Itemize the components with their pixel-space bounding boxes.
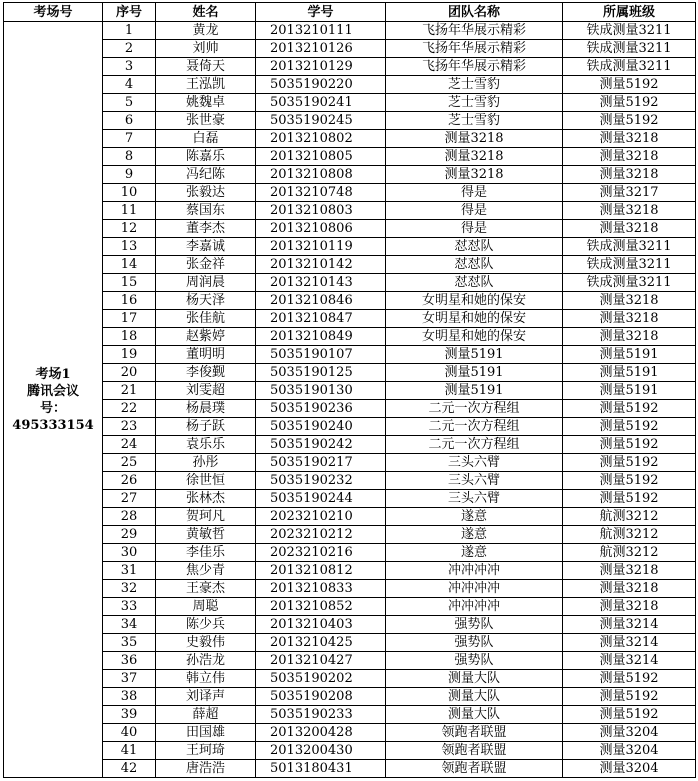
student-id-cell[interactable]: 5013180431 — [256, 760, 386, 778]
class-cell[interactable]: 测量5192 — [563, 418, 696, 436]
seq-cell[interactable]: 30 — [103, 544, 156, 562]
class-cell[interactable]: 测量5191 — [563, 346, 696, 364]
student-id-cell[interactable]: 2013210808 — [256, 166, 386, 184]
table-row — [4, 598, 696, 616]
table-row — [4, 400, 696, 418]
seq-cell[interactable]: 41 — [103, 742, 156, 760]
seq-cell[interactable]: 24 — [103, 436, 156, 454]
student-id-cell[interactable]: 5035190217 — [256, 454, 386, 472]
header-exam-room[interactable]: 考场号 — [4, 3, 103, 22]
class-cell[interactable]: 测量5192 — [563, 688, 696, 706]
team-name-cell[interactable]: 得是 — [386, 220, 563, 238]
name-cell[interactable]: 杨晨璞 — [156, 400, 256, 418]
name-cell[interactable]: 孙彤 — [156, 454, 256, 472]
table-row — [4, 274, 696, 292]
header-team-name[interactable]: 团队名称 — [386, 3, 563, 22]
header-row — [4, 3, 696, 22]
seq-cell[interactable]: 11 — [103, 202, 156, 220]
name-cell[interactable]: 焦少青 — [156, 562, 256, 580]
seq-cell[interactable]: 38 — [103, 688, 156, 706]
seq-cell[interactable]: 35 — [103, 634, 156, 652]
team-name-cell[interactable]: 二元一次方程组 — [386, 436, 563, 454]
class-cell[interactable]: 测量5192 — [563, 490, 696, 508]
seq-cell[interactable]: 28 — [103, 508, 156, 526]
name-cell[interactable]: 刘帅 — [156, 40, 256, 58]
class-cell[interactable]: 铁成测量3211 — [563, 40, 696, 58]
team-name-cell[interactable]: 怼怼队 — [386, 274, 563, 292]
team-name-cell[interactable]: 测量5191 — [386, 382, 563, 400]
student-id-cell[interactable]: 2013210802 — [256, 130, 386, 148]
student-id-cell[interactable]: 5035190202 — [256, 670, 386, 688]
student-id-cell[interactable]: 2013210427 — [256, 652, 386, 670]
team-name-cell[interactable]: 测量3218 — [386, 166, 563, 184]
class-cell[interactable]: 航测3212 — [563, 544, 696, 562]
exam-room-cell[interactable] — [4, 22, 103, 778]
seq-cell[interactable]: 4 — [103, 76, 156, 94]
student-id-cell[interactable]: 2013210126 — [256, 40, 386, 58]
seq-cell[interactable]: 17 — [103, 310, 156, 328]
team-name-cell[interactable]: 领跑者联盟 — [386, 742, 563, 760]
seq-cell[interactable]: 9 — [103, 166, 156, 184]
name-cell[interactable]: 张毅达 — [156, 184, 256, 202]
name-cell[interactable]: 徐世恒 — [156, 472, 256, 490]
team-name-cell[interactable]: 领跑者联盟 — [386, 760, 563, 778]
student-id-cell[interactable]: 2013210119 — [256, 238, 386, 256]
name-cell[interactable]: 聂倚天 — [156, 58, 256, 76]
class-cell[interactable]: 测量3218 — [563, 202, 696, 220]
team-name-cell[interactable]: 冲冲冲冲 — [386, 562, 563, 580]
team-name-cell[interactable]: 二元一次方程组 — [386, 400, 563, 418]
seq-cell[interactable]: 1 — [103, 22, 156, 40]
team-name-cell[interactable]: 怼怼队 — [386, 256, 563, 274]
seq-cell[interactable]: 10 — [103, 184, 156, 202]
student-id-cell[interactable]: 2023210210 — [256, 508, 386, 526]
seq-cell[interactable]: 27 — [103, 490, 156, 508]
student-id-cell[interactable]: 2023210212 — [256, 526, 386, 544]
table-row — [4, 256, 696, 274]
table-row — [4, 652, 696, 670]
exam-room-line4: 495333154 — [12, 417, 94, 433]
name-cell[interactable]: 陈嘉乐 — [156, 148, 256, 166]
seq-cell[interactable]: 26 — [103, 472, 156, 490]
class-cell[interactable]: 铁成测量3211 — [563, 256, 696, 274]
name-cell[interactable]: 陈少兵 — [156, 616, 256, 634]
seq-cell[interactable]: 16 — [103, 292, 156, 310]
name-cell[interactable]: 黄龙 — [156, 22, 256, 40]
class-cell[interactable]: 测量3218 — [563, 220, 696, 238]
class-cell[interactable]: 测量5191 — [563, 382, 696, 400]
table-row — [4, 670, 696, 688]
team-name-cell[interactable]: 三头六臂 — [386, 472, 563, 490]
seq-cell[interactable]: 8 — [103, 148, 156, 166]
seq-cell[interactable]: 25 — [103, 454, 156, 472]
class-cell[interactable]: 测量3217 — [563, 184, 696, 202]
seq-cell[interactable]: 22 — [103, 400, 156, 418]
class-cell[interactable]: 测量3214 — [563, 616, 696, 634]
student-id-cell[interactable]: 2013210805 — [256, 148, 386, 166]
class-cell[interactable]: 测量3218 — [563, 580, 696, 598]
student-id-cell[interactable]: 2023210216 — [256, 544, 386, 562]
seq-cell[interactable]: 20 — [103, 364, 156, 382]
team-name-cell[interactable]: 芝士雪豹 — [386, 76, 563, 94]
table-body — [4, 3, 696, 778]
header-seq[interactable]: 序号 — [103, 3, 156, 22]
table-row — [4, 364, 696, 382]
name-cell[interactable]: 冯纪陈 — [156, 166, 256, 184]
class-cell[interactable]: 测量5192 — [563, 112, 696, 130]
seq-cell[interactable]: 32 — [103, 580, 156, 598]
table-row — [4, 616, 696, 634]
name-cell[interactable]: 黄敏哲 — [156, 526, 256, 544]
name-cell[interactable]: 薛超 — [156, 706, 256, 724]
student-id-cell[interactable]: 5035190242 — [256, 436, 386, 454]
class-cell[interactable]: 测量5192 — [563, 436, 696, 454]
name-cell[interactable]: 杨子跃 — [156, 418, 256, 436]
table-row — [4, 418, 696, 436]
class-cell[interactable]: 测量3214 — [563, 634, 696, 652]
name-cell[interactable]: 田国雄 — [156, 724, 256, 742]
table-row — [4, 688, 696, 706]
name-cell[interactable]: 董明明 — [156, 346, 256, 364]
seq-cell[interactable]: 15 — [103, 274, 156, 292]
student-id-cell[interactable]: 2013210849 — [256, 328, 386, 346]
table-row — [4, 544, 696, 562]
class-cell[interactable]: 航测3212 — [563, 508, 696, 526]
student-id-cell[interactable]: 2013210847 — [256, 310, 386, 328]
name-cell[interactable]: 李佳乐 — [156, 544, 256, 562]
class-cell[interactable]: 铁成测量3211 — [563, 22, 696, 40]
student-id-cell[interactable]: 2013210852 — [256, 598, 386, 616]
class-cell[interactable]: 测量3218 — [563, 130, 696, 148]
seq-cell[interactable]: 19 — [103, 346, 156, 364]
seq-cell[interactable]: 5 — [103, 94, 156, 112]
name-cell[interactable]: 李俊觐 — [156, 364, 256, 382]
student-id-cell[interactable]: 5035190220 — [256, 76, 386, 94]
table-row — [4, 94, 696, 112]
table-row — [4, 40, 696, 58]
student-id-cell[interactable]: 5035190244 — [256, 490, 386, 508]
seq-cell[interactable]: 6 — [103, 112, 156, 130]
team-name-cell[interactable]: 三头六臂 — [386, 490, 563, 508]
student-id-cell[interactable]: 5035190130 — [256, 382, 386, 400]
student-id-cell[interactable]: 2013210129 — [256, 58, 386, 76]
table-row — [4, 310, 696, 328]
team-name-cell[interactable]: 女明星和她的保安 — [386, 292, 563, 310]
seq-cell[interactable]: 3 — [103, 58, 156, 76]
team-name-cell[interactable]: 女明星和她的保安 — [386, 328, 563, 346]
class-cell[interactable]: 测量5192 — [563, 400, 696, 418]
seq-cell[interactable]: 2 — [103, 40, 156, 58]
table-row — [4, 526, 696, 544]
table-row — [4, 58, 696, 76]
student-id-cell[interactable]: 5035190245 — [256, 112, 386, 130]
student-id-cell[interactable]: 5035190236 — [256, 400, 386, 418]
team-name-cell[interactable]: 二元一次方程组 — [386, 418, 563, 436]
seq-cell[interactable]: 33 — [103, 598, 156, 616]
seq-cell[interactable]: 31 — [103, 562, 156, 580]
class-cell[interactable]: 铁成测量3211 — [563, 274, 696, 292]
class-cell[interactable]: 测量5192 — [563, 454, 696, 472]
class-cell[interactable]: 测量3204 — [563, 760, 696, 778]
name-cell[interactable]: 唐浩浩 — [156, 760, 256, 778]
team-name-cell[interactable]: 得是 — [386, 202, 563, 220]
table-row — [4, 562, 696, 580]
name-cell[interactable]: 白磊 — [156, 130, 256, 148]
name-cell[interactable]: 周润晨 — [156, 274, 256, 292]
name-cell[interactable]: 董李杰 — [156, 220, 256, 238]
table-row — [4, 436, 696, 454]
student-id-cell[interactable]: 2013210403 — [256, 616, 386, 634]
class-cell[interactable]: 测量3218 — [563, 310, 696, 328]
team-name-cell[interactable]: 怼怼队 — [386, 238, 563, 256]
student-id-cell[interactable]: 5035190233 — [256, 706, 386, 724]
student-id-cell[interactable]: 2013210748 — [256, 184, 386, 202]
header-student-id[interactable]: 学号 — [256, 3, 386, 22]
exam-room-line2: 腾讯会议 — [26, 383, 79, 399]
seq-cell[interactable]: 36 — [103, 652, 156, 670]
student-id-cell[interactable]: 2013210111 — [256, 22, 386, 40]
table-row — [4, 220, 696, 238]
table-row — [4, 346, 696, 364]
seq-cell[interactable]: 23 — [103, 418, 156, 436]
team-name-cell[interactable]: 三头六臂 — [386, 454, 563, 472]
table-row — [4, 382, 696, 400]
table-row — [4, 148, 696, 166]
name-cell[interactable]: 姚魏卓 — [156, 94, 256, 112]
name-cell[interactable]: 张世豪 — [156, 112, 256, 130]
team-name-cell[interactable]: 测量5191 — [386, 364, 563, 382]
header-name[interactable]: 姓名 — [156, 3, 256, 22]
seq-cell[interactable]: 34 — [103, 616, 156, 634]
student-id-cell[interactable]: 2013210806 — [256, 220, 386, 238]
team-name-cell[interactable]: 冲冲冲冲 — [386, 580, 563, 598]
table-row — [4, 202, 696, 220]
team-name-cell[interactable]: 测量大队 — [386, 688, 563, 706]
team-name-cell[interactable]: 女明星和她的保安 — [386, 310, 563, 328]
class-cell[interactable]: 测量3218 — [563, 148, 696, 166]
name-cell[interactable]: 刘雯超 — [156, 382, 256, 400]
team-name-cell[interactable]: 飞扬年华展示精彩 — [386, 58, 563, 76]
student-id-cell[interactable]: 5035190125 — [256, 364, 386, 382]
name-cell[interactable]: 杨天泽 — [156, 292, 256, 310]
student-id-cell[interactable]: 2013210425 — [256, 634, 386, 652]
class-cell[interactable]: 测量3218 — [563, 292, 696, 310]
class-cell[interactable]: 测量5192 — [563, 472, 696, 490]
table-row — [4, 112, 696, 130]
class-cell[interactable]: 测量3204 — [563, 742, 696, 760]
team-name-cell[interactable]: 强势队 — [386, 652, 563, 670]
table-row — [4, 454, 696, 472]
class-cell[interactable]: 测量3218 — [563, 562, 696, 580]
name-cell[interactable]: 张林杰 — [156, 490, 256, 508]
class-cell[interactable]: 铁成测量3211 — [563, 238, 696, 256]
student-id-cell[interactable]: 2013210833 — [256, 580, 386, 598]
team-name-cell[interactable]: 飞扬年华展示精彩 — [386, 40, 563, 58]
class-cell[interactable]: 测量3218 — [563, 166, 696, 184]
seq-cell[interactable]: 42 — [103, 760, 156, 778]
seq-cell[interactable]: 39 — [103, 706, 156, 724]
class-cell[interactable]: 测量5192 — [563, 94, 696, 112]
class-cell[interactable]: 测量5191 — [563, 364, 696, 382]
team-name-cell[interactable]: 测量大队 — [386, 670, 563, 688]
name-cell[interactable]: 赵紫婷 — [156, 328, 256, 346]
table-row — [4, 22, 696, 40]
header-class[interactable]: 所属班级 — [563, 3, 696, 22]
table-row — [4, 724, 696, 742]
class-cell[interactable]: 测量3218 — [563, 598, 696, 616]
name-cell[interactable]: 孙浩龙 — [156, 652, 256, 670]
name-cell[interactable]: 王泓凯 — [156, 76, 256, 94]
seq-cell[interactable]: 40 — [103, 724, 156, 742]
exam-roster-table — [3, 2, 696, 778]
name-cell[interactable]: 贺珂凡 — [156, 508, 256, 526]
student-id-cell[interactable]: 5035190240 — [256, 418, 386, 436]
student-id-cell[interactable]: 5035190107 — [256, 346, 386, 364]
seq-cell[interactable]: 37 — [103, 670, 156, 688]
name-cell[interactable]: 史毅伟 — [156, 634, 256, 652]
student-id-cell[interactable]: 5035190232 — [256, 472, 386, 490]
team-name-cell[interactable]: 测量大队 — [386, 706, 563, 724]
table-row — [4, 184, 696, 202]
team-name-cell[interactable]: 测量3218 — [386, 148, 563, 166]
team-name-cell[interactable]: 飞扬年华展示精彩 — [386, 22, 563, 40]
name-cell[interactable]: 周聪 — [156, 598, 256, 616]
name-cell[interactable]: 刘译声 — [156, 688, 256, 706]
team-name-cell[interactable]: 遂意 — [386, 544, 563, 562]
team-name-cell[interactable]: 测量3218 — [386, 130, 563, 148]
team-name-cell[interactable]: 测量5191 — [386, 346, 563, 364]
team-name-cell[interactable]: 遂意 — [386, 508, 563, 526]
table-row — [4, 490, 696, 508]
class-cell[interactable]: 测量5192 — [563, 706, 696, 724]
team-name-cell[interactable]: 强势队 — [386, 616, 563, 634]
table-row — [4, 580, 696, 598]
team-name-cell[interactable]: 冲冲冲冲 — [386, 598, 563, 616]
class-cell[interactable]: 测量3218 — [563, 328, 696, 346]
seq-cell[interactable]: 21 — [103, 382, 156, 400]
exam-room-line1: 考场1 — [35, 366, 71, 382]
class-cell[interactable]: 测量3214 — [563, 652, 696, 670]
name-cell[interactable]: 张金祥 — [156, 256, 256, 274]
class-cell[interactable]: 测量5192 — [563, 670, 696, 688]
team-name-cell[interactable]: 领跑者联盟 — [386, 724, 563, 742]
table-row — [4, 760, 696, 778]
name-cell[interactable]: 王珂琦 — [156, 742, 256, 760]
student-id-cell[interactable]: 2013210812 — [256, 562, 386, 580]
class-cell[interactable]: 测量5192 — [563, 76, 696, 94]
class-cell[interactable]: 航测3212 — [563, 526, 696, 544]
name-cell[interactable]: 蔡国东 — [156, 202, 256, 220]
seq-cell[interactable]: 13 — [103, 238, 156, 256]
table-row — [4, 76, 696, 94]
team-name-cell[interactable]: 强势队 — [386, 634, 563, 652]
name-cell[interactable]: 张佳航 — [156, 310, 256, 328]
seq-cell[interactable]: 12 — [103, 220, 156, 238]
name-cell[interactable]: 韩立伟 — [156, 670, 256, 688]
table-row — [4, 742, 696, 760]
seq-cell[interactable]: 14 — [103, 256, 156, 274]
table-row — [4, 472, 696, 490]
name-cell[interactable]: 李嘉诚 — [156, 238, 256, 256]
student-id-cell[interactable]: 2013210803 — [256, 202, 386, 220]
table-row — [4, 508, 696, 526]
name-cell[interactable]: 袁乐乐 — [156, 436, 256, 454]
name-cell[interactable]: 王豪杰 — [156, 580, 256, 598]
student-id-cell[interactable]: 2013200430 — [256, 742, 386, 760]
table-row — [4, 166, 696, 184]
student-id-cell[interactable]: 5035190241 — [256, 94, 386, 112]
team-name-cell[interactable]: 得是 — [386, 184, 563, 202]
class-cell[interactable]: 测量3204 — [563, 724, 696, 742]
class-cell[interactable]: 铁成测量3211 — [563, 58, 696, 76]
seq-cell[interactable]: 18 — [103, 328, 156, 346]
table-row — [4, 634, 696, 652]
table-row — [4, 328, 696, 346]
seq-cell[interactable]: 7 — [103, 130, 156, 148]
team-name-cell[interactable]: 遂意 — [386, 526, 563, 544]
student-id-cell[interactable]: 5035190208 — [256, 688, 386, 706]
seq-cell[interactable]: 29 — [103, 526, 156, 544]
student-id-cell[interactable]: 2013200428 — [256, 724, 386, 742]
exam-room-line3: 号： — [39, 400, 66, 416]
table-row — [4, 292, 696, 310]
student-id-cell[interactable]: 2013210142 — [256, 256, 386, 274]
student-id-cell[interactable]: 2013210846 — [256, 292, 386, 310]
table-row — [4, 130, 696, 148]
team-name-cell[interactable]: 芝士雪豹 — [386, 112, 563, 130]
table-row — [4, 706, 696, 724]
team-name-cell[interactable]: 芝士雪豹 — [386, 94, 563, 112]
student-id-cell[interactable]: 2013210143 — [256, 274, 386, 292]
table-row — [4, 238, 696, 256]
